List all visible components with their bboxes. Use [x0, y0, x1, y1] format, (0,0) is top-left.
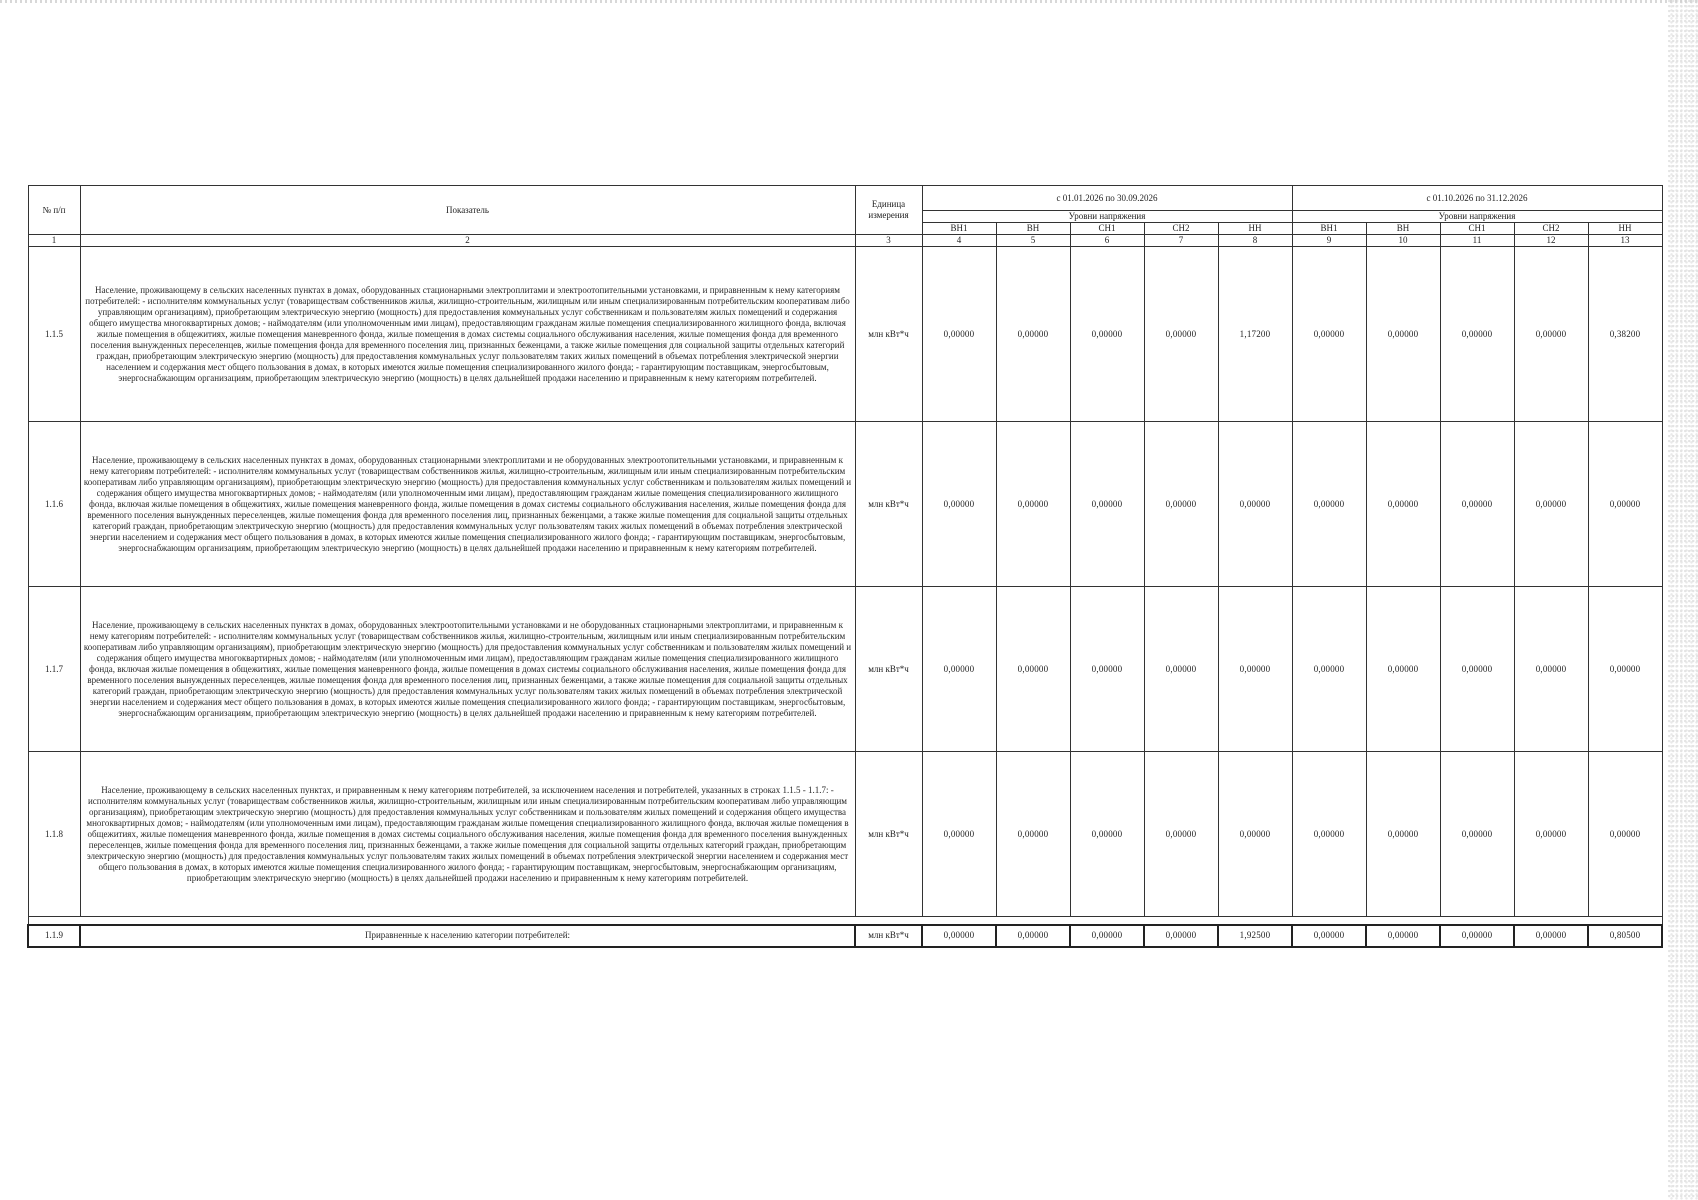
indicator-text: Приравненные к населению категории потребителей: [80, 925, 855, 947]
row-number: 1.1.5 [28, 247, 80, 422]
value-cell: 0,00000 [996, 587, 1070, 752]
header-level-2-1: ВН1 [1292, 223, 1366, 235]
value-cell: 0,00000 [922, 422, 996, 587]
column-number: 4 [922, 235, 996, 247]
header-level-1-3: СН1 [1070, 223, 1144, 235]
header-level-2-5: НН [1588, 223, 1662, 235]
row-spacer [28, 917, 1662, 925]
column-number: 1 [28, 235, 80, 247]
table-row [28, 925, 1662, 947]
value-cell: 0,00000 [996, 925, 1070, 947]
column-number: 11 [1440, 235, 1514, 247]
column-number: 13 [1588, 235, 1662, 247]
value-cell: 1,92500 [1218, 925, 1292, 947]
value-cell: 0,00000 [1070, 587, 1144, 752]
column-number: 5 [996, 235, 1070, 247]
scan-edge-top [0, 0, 1698, 3]
value-cell: 0,00000 [1070, 422, 1144, 587]
value-cell: 0,00000 [1070, 752, 1144, 917]
header-unit: Единица измерения [855, 186, 922, 235]
column-number: 6 [1070, 235, 1144, 247]
value-cell: 0,00000 [922, 925, 996, 947]
document-page [27, 185, 1661, 948]
column-number: 3 [855, 235, 922, 247]
value-cell: 1,17200 [1218, 247, 1292, 422]
value-cell: 0,00000 [1366, 752, 1440, 917]
value-cell: 0,00000 [1514, 587, 1588, 752]
value-cell: 0,00000 [1514, 925, 1588, 947]
row-number: 1.1.8 [28, 752, 80, 917]
value-cell: 0,00000 [1366, 925, 1440, 947]
value-cell: 0,00000 [1440, 587, 1514, 752]
value-cell: 0,00000 [1588, 587, 1662, 752]
value-cell: 0,80500 [1588, 925, 1662, 947]
table-body [28, 247, 1662, 947]
header-level-2-3: СН1 [1440, 223, 1514, 235]
table-row [28, 247, 1662, 422]
value-cell: 0,00000 [922, 247, 996, 422]
value-cell: 0,00000 [1514, 247, 1588, 422]
unit-cell: млн кВт*ч [855, 247, 922, 422]
value-cell: 0,00000 [1218, 422, 1292, 587]
value-cell: 0,00000 [996, 752, 1070, 917]
table-header [28, 186, 1662, 247]
column-number: 2 [80, 235, 855, 247]
header-indicator: Показатель [80, 186, 855, 235]
spacer-cell [28, 917, 1662, 925]
value-cell: 0,00000 [1440, 422, 1514, 587]
value-cell: 0,00000 [1514, 422, 1588, 587]
row-number: 1.1.9 [28, 925, 80, 947]
table-row [28, 587, 1662, 752]
header-period-2: с 01.10.2026 по 31.12.2026 [1292, 186, 1662, 211]
indicator-text: Население, проживающему в сельских населенных пунктах в домах, оборудованных стационарными электроплитами и электроотопительными установками, и приравненным к нему категориям потребителей: - исполнителям коммунальных услуг (товариществам собственников жилья, жилищно-строительным, жилищным или иным специализированным потребительским кооперативам либо управляющим организациям), приобретающим электрическую энергию (мощность) для предоставления коммунальных услуг собственникам и пользователям жилых помещений и содержания общего имущества многоквартирных домов; - наймодателям (или уполномоченным ими лицам), предоставляющим гражданам жилые помещения специализированного жилищного фонда, включая жилые помещения в общежитиях, жилые помещения маневренного фонда, жилые помещения в домах системы социального обслуживания населения, жилые помещения фонда для временного поселения вынужденных переселенцев, жилые помещения фонда для временного поселения лиц, признанных беженцами, а также жилые помещения для социальной защиты отдельных категорий граждан, приобретающим электрическую энергию (мощность) для предоставления коммунальных услуг пользователям таких жилых помещений в объемах потребления электрической энергии населением и содержания мест общего пользования в домах, в которых имеются жилые помещения специализированного жилого фонда; - гарантирующим поставщикам, энергосбытовым, энергоснабжающим организациям, приобретающим электрическую энергию (мощность) в целях дальнейшей продажи населению и приравненным к нему категориям потребителей. [80, 247, 855, 422]
column-number: 7 [1144, 235, 1218, 247]
value-cell: 0,00000 [996, 247, 1070, 422]
value-cell: 0,00000 [1292, 752, 1366, 917]
value-cell: 0,00000 [1588, 422, 1662, 587]
value-cell: 0,00000 [1292, 587, 1366, 752]
value-cell: 0,00000 [1218, 752, 1292, 917]
value-cell: 0,00000 [1440, 752, 1514, 917]
header-level-1-5: НН [1218, 223, 1292, 235]
value-cell: 0,00000 [1440, 247, 1514, 422]
header-voltage-levels-1: Уровни напряжения [922, 211, 1292, 223]
table-row [28, 752, 1662, 917]
column-numbers-row [28, 235, 1662, 247]
value-cell: 0,00000 [1144, 422, 1218, 587]
value-cell: 0,00000 [1218, 587, 1292, 752]
indicator-text: Население, проживающему в сельских населенных пунктах в домах, оборудованных электроотопительными установками и не оборудованных стационарными электроплитами, и приравненным к нему категориям потребителей: - исполнителям коммунальных услуг (товариществам собственников жилья, жилищно-строительным, жилищным или иным специализированным потребительским кооперативам либо управляющим организациям), приобретающим электрическую энергию (мощность) для предоставления коммунальных услуг собственникам и пользователям жилых помещений и содержания общего имущества многоквартирных домов; - наймодателям (или уполномоченным ими лицам), предоставляющим гражданам жилые помещения специализированного жилищного фонда, включая жилые помещения в общежитиях, жилые помещения маневренного фонда, жилые помещения в домах системы социального обслуживания населения, жилые помещения фонда для временного поселения вынужденных переселенцев, жилые помещения фонда для временного поселения лиц, признанных беженцами, а также жилые помещения для социальной защиты отдельных категорий граждан, приобретающим электрическую энергию (мощность) для предоставления коммунальных услуг пользователям таких жилых помещений в объемах потребления электрической энергии населением и содержания мест общего пользования в домах, в которых имеются жилые помещения специализированного жилого фонда; - гарантирующим поставщикам, энергосбытовым, энергоснабжающим организациям, приобретающим электрическую энергию (мощность) в целях дальнейшей продажи населению и приравненным к нему категориям потребителей. [80, 587, 855, 752]
value-cell: 0,00000 [1144, 247, 1218, 422]
column-number: 12 [1514, 235, 1588, 247]
indicator-text: Население, проживающему в сельских населенных пунктах в домах, оборудованных стационарными электроплитами и не оборудованных электроотопительными установками, и приравненным к нему категориям потребителей: - исполнителям коммунальных услуг (товариществам собственников жилья, жилищно-строительным, жилищным или иным специализированным потребительским кооперативам либо управляющим организациям), приобретающим электрическую энергию (мощность) для предоставления коммунальных услуг собственникам и пользователям жилых помещений и содержания общего имущества многоквартирных домов; - наймодателям (или уполномоченным ими лицам), предоставляющим гражданам жилые помещения специализированного жилищного фонда, включая жилые помещения в общежитиях, жилые помещения маневренного фонда, жилые помещения в домах системы социального обслуживания населения, жилые помещения фонда для временного поселения вынужденных переселенцев, жилые помещения фонда для временного поселения лиц, признанных беженцами, а также жилые помещения для социальной защиты отдельных категорий граждан, приобретающим электрическую энергию (мощность) для предоставления коммунальных услуг пользователям таких жилых помещений в объемах потребления электрической энергии населением и содержания мест общего пользования в домах, в которых имеются жилые помещения специализированного жилого фонда; - гарантирующим поставщикам, энергосбытовым, энергоснабжающим организациям, приобретающим электрическую энергию (мощность) в целях дальнейшей продажи населению и приравненным к нему категориям потребителей. [80, 422, 855, 587]
row-number: 1.1.6 [28, 422, 80, 587]
header-level-1-4: СН2 [1144, 223, 1218, 235]
value-cell: 0,00000 [1144, 925, 1218, 947]
value-cell: 0,00000 [1514, 752, 1588, 917]
value-cell: 0,00000 [1366, 422, 1440, 587]
unit-cell: млн кВт*ч [855, 587, 922, 752]
header-period-1: с 01.01.2026 по 30.09.2026 [922, 186, 1292, 211]
unit-cell: млн кВт*ч [855, 925, 922, 947]
value-cell: 0,00000 [1292, 422, 1366, 587]
column-number: 9 [1292, 235, 1366, 247]
value-cell: 0,00000 [1366, 587, 1440, 752]
header-level-1-1: ВН1 [922, 223, 996, 235]
header-level-2-2: ВН [1366, 223, 1440, 235]
value-cell: 0,00000 [1440, 925, 1514, 947]
value-cell: 0,00000 [996, 422, 1070, 587]
header-level-2-4: СН2 [1514, 223, 1588, 235]
tariff-volume-table [27, 185, 1663, 948]
column-number: 8 [1218, 235, 1292, 247]
value-cell: 0,00000 [922, 752, 996, 917]
value-cell: 0,00000 [1588, 752, 1662, 917]
value-cell: 0,00000 [1070, 247, 1144, 422]
column-number: 10 [1366, 235, 1440, 247]
value-cell: 0,38200 [1588, 247, 1662, 422]
unit-cell: млн кВт*ч [855, 752, 922, 917]
value-cell: 0,00000 [1070, 925, 1144, 947]
value-cell: 0,00000 [1292, 247, 1366, 422]
value-cell: 0,00000 [1144, 752, 1218, 917]
value-cell: 0,00000 [1292, 925, 1366, 947]
header-level-1-2: ВН [996, 223, 1070, 235]
unit-cell: млн кВт*ч [855, 422, 922, 587]
header-row-number: № п/п [28, 186, 80, 235]
header-voltage-levels-2: Уровни напряжения [1292, 211, 1662, 223]
value-cell: 0,00000 [1366, 247, 1440, 422]
value-cell: 0,00000 [922, 587, 996, 752]
scan-noise-right [1668, 0, 1698, 1200]
value-cell: 0,00000 [1144, 587, 1218, 752]
table-row [28, 422, 1662, 587]
row-number: 1.1.7 [28, 587, 80, 752]
indicator-text: Население, проживающему в сельских населенных пунктах, и приравненным к нему категориям потребителей, за исключением населения и потребителей, указанных в строках 1.1.5 - 1.1.7: - исполнителям коммунальных услуг (товариществам собственников жилья, жилищно-строительным, жилищным или иным специализированным потребительским кооперативам либо управляющим организациям), приобретающим электрическую энергию (мощность) для предоставления коммунальных услуг собственникам и пользователям жилых помещений и содержания общего имущества многоквартирных домов; - наймодателям (или уполномоченным ими лицам), предоставляющим гражданам жилые помещения специализированного жилищного фонда, включая жилые помещения в общежитиях, жилые помещения маневренного фонда, жилые помещения в домах системы социального обслуживания населения, жилые помещения фонда для временного поселения вынужденных переселенцев, жилые помещения фонда для временного поселения лиц, признанных беженцами, а также жилые помещения для социальной защиты отдельных категорий граждан, приобретающим электрическую энергию (мощность) для предоставления коммунальных услуг пользователям таких жилых помещений в объемах потребления электрической энергии населением и содержания мест общего пользования в домах, в которых имеются жилые помещения специализированного жилого фонда; - гарантирующим поставщикам, энергосбытовым, энергоснабжающим организациям, приобретающим электрическую энергию (мощность) в целях дальнейшей продажи населению и приравненным к нему категориям потребителей. [80, 752, 855, 917]
